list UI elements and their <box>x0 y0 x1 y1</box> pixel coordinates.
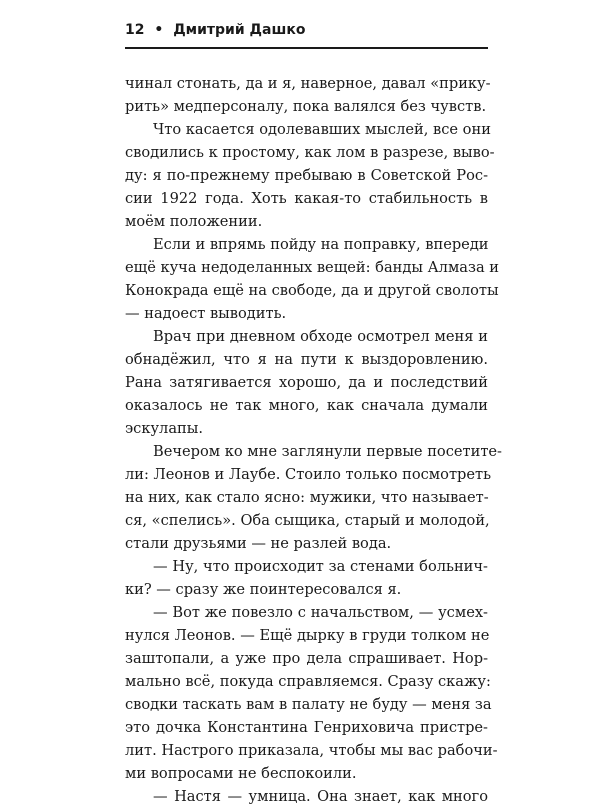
text-line: Если и впрямь пойду на поправку, впереди <box>153 236 489 253</box>
text-line: обнадёжил, что я на пути к выздоровлению. <box>125 351 488 368</box>
text-line: оказалось не так много, как сначала думали <box>125 397 488 414</box>
text-line: Конокрада ещё на свободе, да и другой сволоты <box>125 282 499 299</box>
text-line: ещё куча недоделанных вещей: банды Алмаза и <box>125 259 500 276</box>
text-line: сии 1922 года. Хоть какая-то стабильность в <box>125 190 488 207</box>
text-line: мально всё, покуда справляемся. Сразу скажу: <box>125 673 491 690</box>
text-line: на них, как стало ясно: мужики, что называет- <box>125 489 489 506</box>
header-rule <box>125 47 488 49</box>
text-line: ду: я по-прежнему пребываю в Советской Рос- <box>125 167 488 184</box>
text-line: ли: Леонов и Лаубе. Стоило только посмотреть <box>125 466 492 483</box>
text-line: Врач при дневном обходе осмотрел меня и <box>153 328 488 345</box>
text-line: Рана затягивается хорошо, да и последствий <box>125 374 488 391</box>
text-line: лит. Настрого приказала, чтобы мы вас рабочи- <box>125 742 498 759</box>
text-line: ся, «спелись». Оба сыщика, старый и молодой, <box>125 512 490 529</box>
text-line: Вечером ко мне заглянули первые посетите- <box>153 443 502 460</box>
text-line: стали друзьями — не разлей вода. <box>125 535 392 552</box>
text-line: ки? — сразу же поинтересовался я. <box>125 581 402 598</box>
text-line: — Ну, что происходит за стенами больнич- <box>153 558 488 575</box>
text-line: рить» медперсоналу, пока валялся без чувств. <box>125 98 487 115</box>
text-line: — Вот же повезло с начальством, — усмех- <box>153 604 488 621</box>
text-line: чинал стонать, да и я, наверное, давал «прику- <box>125 75 491 92</box>
text-line: нулся Леонов. — Ещё дырку в груди толком не <box>125 627 490 644</box>
text-line: сводки таскать вам в палату не буду — меня за <box>125 696 492 713</box>
header-separator: • <box>154 22 164 38</box>
text-line: сводились к простому, как лом в разрезе, выво- <box>125 144 495 161</box>
text-line: ми вопросами не беспокоили. <box>125 765 357 782</box>
text-line: эскулапы. <box>125 420 204 437</box>
text-line: это дочка Константина Генриховича пристре- <box>125 719 488 736</box>
body-text <box>125 72 502 808</box>
text-line: — Настя — умница. Она знает, как много <box>153 788 488 805</box>
running-head <box>125 22 305 38</box>
page-number: 12 <box>125 22 145 38</box>
text-line: — надоест выводить. <box>125 305 287 322</box>
text-line: моём положении. <box>125 213 263 230</box>
author-name: Дмитрий Дашко <box>173 22 306 38</box>
text-line: Что касается одолевавших мыслей, все они <box>153 121 491 138</box>
text-line: заштопали, а уже про дела спрашивает. Нор- <box>125 650 488 667</box>
